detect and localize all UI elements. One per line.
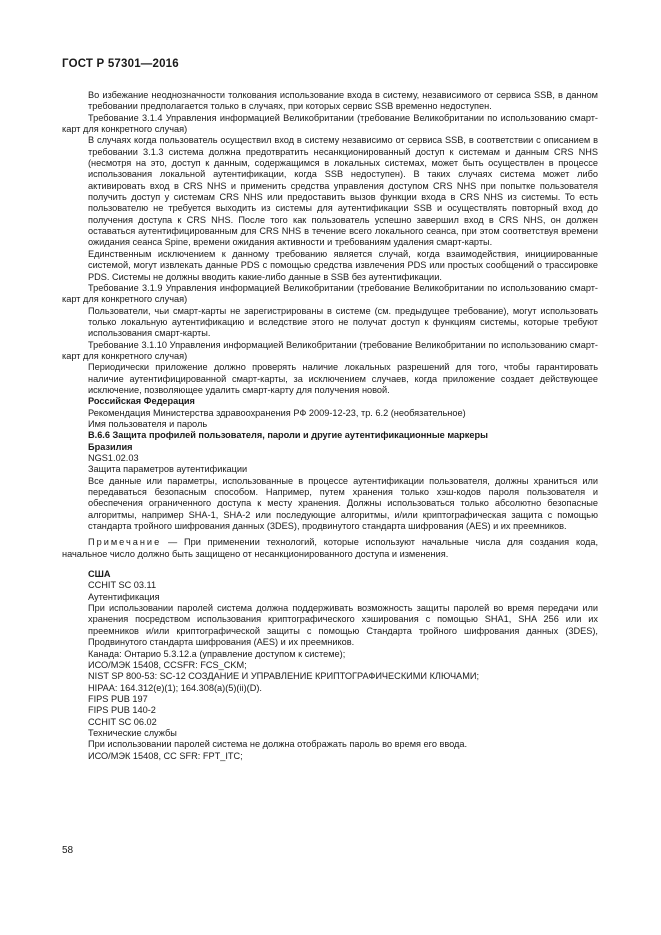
paragraph: HIPAA: 164.312(e)(1); 164.308(a)(5)(ii)(D). <box>88 682 262 693</box>
paragraph: Защита параметров аутентификации <box>88 464 248 475</box>
paragraph: B.6.6 Защита профилей пользователя, пароли и другие аутентификационные маркеры <box>88 430 488 441</box>
paragraph: Рекомендация Министерства здравоохранения РФ 2009-12-23, тр. 6.2 (необязательное) <box>88 407 466 418</box>
paragraph: Технические службы <box>88 727 177 738</box>
paragraph: В случаях когда пользователь осуществил вход в систему независимо от сервиса SSB, в соответствии с описанием в требовании 3.1.3 система должна предотвратить несанкционированный доступ к системам и данным CRS NHS (несмотря на это, доступ к данным, содержащимся в локальных системах, может быть осуществлен в процессе использования локальной аутентификации, когда SSB недоступен). В таких случаях система может либо активировать вход в CRS NHS и применить средства управления доступом CRS NHS при попытке пользователя получить доступ у системам CRS NHS или предоставить вызов функции входа в CRS NHS из системы. То есть пользователю не требуется выходить из системы для аутентификации SSB и осуществлять повторный вход до получения доступа к CRS NHS. После того как пользователь успешно завершил вход в CRS NHS, он должен оставаться аутентифицированным для CRS NHS в течение всего локального сеанса, при этом соответствуя времени ожидания сеанса Spine, времени ожидания активности и требованиям удаления смарт-карты. <box>88 135 598 248</box>
page-number: 58 <box>62 845 74 856</box>
text-section-2 <box>62 569 598 762</box>
paragraph: Требование 3.1.10 Управления информацией Великобритании (требование Великобритании по использованию смарт-карт для конкретного случая) <box>62 339 598 361</box>
paragraph: Требование 3.1.4 Управления информацией Великобритании (требование Великобритании по использованию смарт-карт для конкретного случая) <box>62 112 598 135</box>
paragraph: NGS1.02.03 <box>88 453 139 463</box>
paragraph: CCHIT SC 03.11 <box>88 580 157 591</box>
paragraph: США <box>88 569 111 580</box>
text-section-1 <box>62 90 598 532</box>
note-label: Примечание <box>88 537 162 548</box>
paragraph: Канада: Онтарио 5.3.12.a (управление доступом к системе); <box>88 648 346 659</box>
note-paragraph <box>62 537 598 560</box>
paragraph: Во избежание неоднозначности толкования использование входа в систему, независимого от сервиса SSB, в данном требовании предполагается только в случаях, при которых сервис SSB временно недоступен. <box>88 90 598 112</box>
note-text: — При применении технологий, которые используют начальные числа для создания кода, начальное число должно быть защищено от несанкционированного доступа и изменения. <box>62 537 598 559</box>
paragraph: Все данные или параметры, использованные в процессе аутентификации пользователя, должны храниться или передаваться безопасным способом. Например, путем хранения только хэш-кодов пароля пользователя и обеспечения ограниченного доступа к месту хранения. Должны использоваться только абсолютно безопасные алгоритмы, например SHA-1, SHA-2 или последующие алгоритмы, и/или криптографическая защита с помощью стандарта тройного шифрования данных (3DES), продвинутого стандарта шифрования (AES) и их преемников. <box>88 475 598 532</box>
paragraph: Аутентификация <box>88 591 160 602</box>
paragraph: ИСО/МЭК 15408, CC SFR: FPT_ITC; <box>88 750 243 761</box>
paragraph: ИСО/МЭК 15408, CCSFR: FCS_CKM; <box>88 659 247 670</box>
document-body <box>62 90 598 762</box>
paragraph: FIPS PUB 140-2 <box>88 705 156 716</box>
paragraph: Российская Федерация <box>88 396 195 407</box>
paragraph: CCHIT SC 06.02 <box>88 716 157 727</box>
paragraph: Единственным исключением к данному требованию является случай, когда взаимодействия, инициированные системой, могут извлекать данные PDS с помощью средства извлечения PDS или простых сообщений о трассировке PDS. Системы не должны вводить какие-либо данные в SSB без аутентификации. <box>88 248 598 282</box>
paragraph: NIST SP 800-53: SC-12 СОЗДАНИЕ И УПРАВЛЕНИЕ КРИПТОГРАФИЧЕСКИМИ КЛЮЧАМИ; <box>88 671 479 682</box>
paragraph: Требование 3.1.9 Управления информацией Великобритании (требование Великобритании по использованию смарт-карт для конкретного случая) <box>62 282 598 305</box>
paragraph: Пользователи, чьи смарт-карты не зарегистрированы в системе (см. предыдущее требование), могут использовать только локальную аутентификацию и вследствие этого не получат доступ к функциям системы, которые требуют использования смарт-карты. <box>88 305 598 339</box>
paragraph: При использовании паролей система не должна отображать пароль во время его ввода. <box>88 739 468 750</box>
paragraph: Имя пользователя и пароль <box>88 418 208 429</box>
paragraph: При использовании паролей система должна поддерживать возможность защиты паролей во время передачи или хранения посредством использования криптографического хэширования с помощью SHA1, SHA 256 или их преемников и/или криптографической защиты с помощью Стандарта тройного шифрования данных (3DES), Продвинутого стандарта шифрования (AES) и их преемников. <box>88 603 598 648</box>
paragraph: Бразилия <box>88 441 133 452</box>
paragraph: FIPS PUB 197 <box>88 693 148 704</box>
paragraph: Периодически приложение должно проверять наличие локальных разрешений для того, чтобы гарантировать наличие аутентифицированной смарт-карты, за исключением случаев, когда приложение создает действующее исключение, позволяющее удалить смарт-карту для получения новой. <box>88 362 598 395</box>
document-header: ГОСТ Р 57301—2016 <box>62 58 179 70</box>
